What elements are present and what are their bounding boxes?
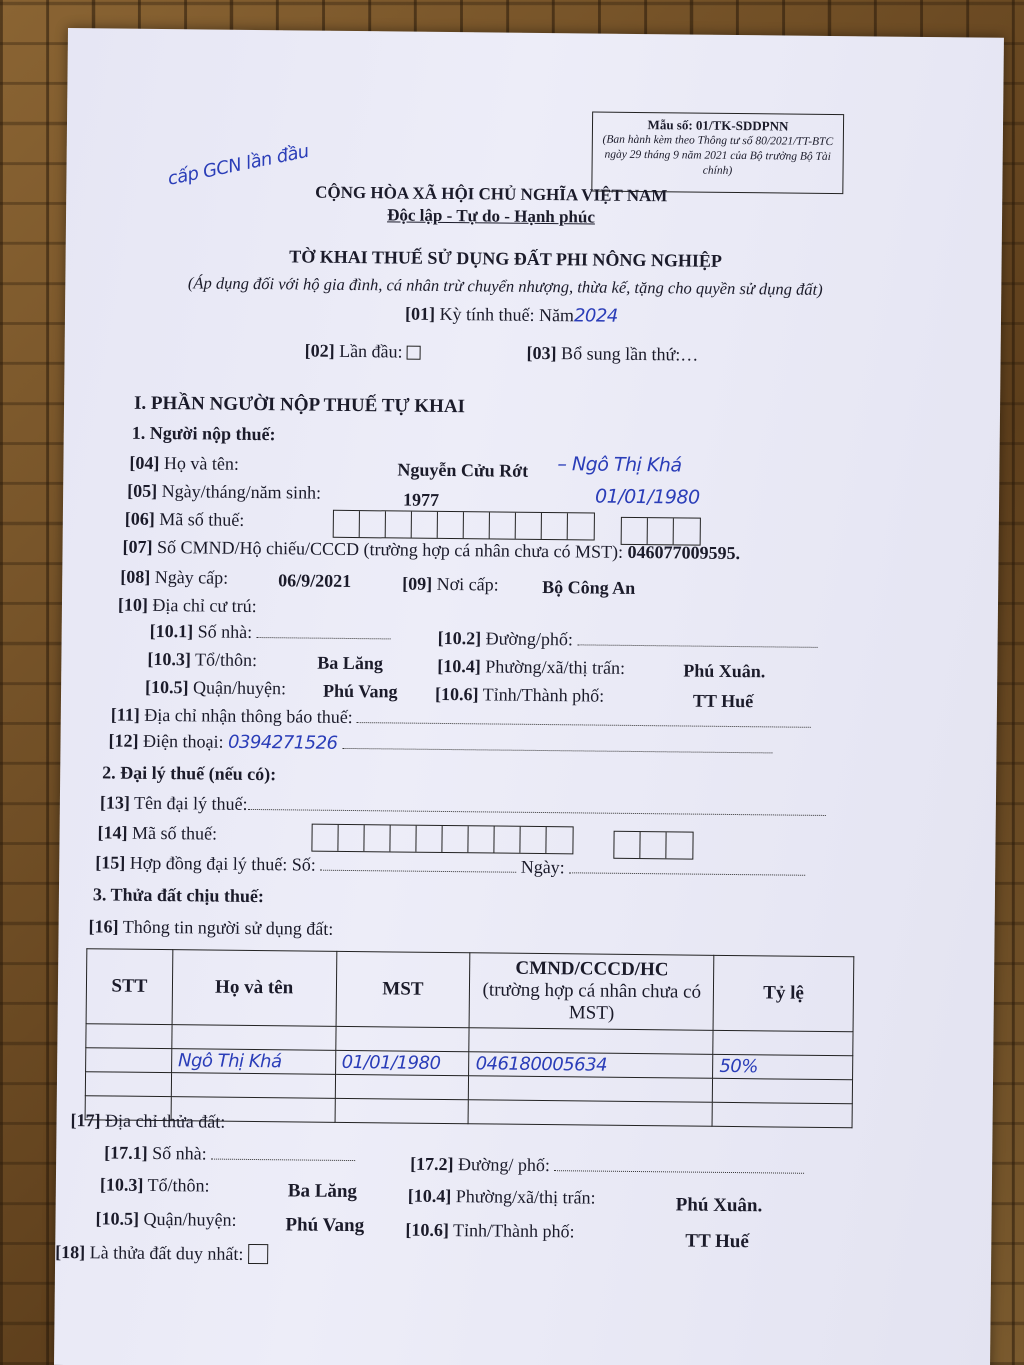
land-ward-label: [10.4] Phường/xã/thị trấn: (407, 1185, 596, 1208)
district-value: Phú Vang (322, 680, 398, 702)
supplement-field: [03] Bổ sung lần thứ:… (526, 342, 699, 365)
land-ward-value: Phú Xuân. (675, 1194, 763, 1217)
dob-value: 1977 (402, 489, 440, 510)
name-handwritten: – Ngô Thị Khá (557, 453, 682, 477)
agent-name-field: [13] Tên đại lý thuế: (100, 792, 826, 821)
col-stt: STT (86, 949, 173, 1025)
land-province-label: [10.6] Tỉnh/Thành phố: (405, 1219, 575, 1242)
land-hamlet-label: [10.3] Tổ/thôn: (99, 1174, 210, 1196)
id-number-field: [07] Số CMND/Hộ chiếu/CCCD (trường hợp cá nhân chưa có MST): 046077009595. (122, 536, 741, 564)
tax-code-label: [06] Mã số thuế: (124, 508, 245, 530)
hamlet-label: [10.3] Tổ/thôn: (147, 648, 258, 671)
residence-label: [10] Địa chỉ cư trú: (117, 594, 257, 617)
form-number: Mẫu số: 01/TK-SDDPNN (647, 117, 789, 134)
first-time-field: [02] Lần đầu: (305, 340, 422, 362)
tax-code-boxes[interactable] (333, 510, 595, 541)
motto-heading: Độc lập - Tự do - Hạnh phúc (387, 205, 596, 227)
agent-tax-suffix-boxes[interactable] (613, 831, 693, 860)
id-number-value: 046077009595. (627, 541, 741, 564)
notice-address-field: [11] Địa chỉ nhận thông báo thuế: (111, 704, 812, 732)
issue-date-label: [08] Ngày cấp: (120, 566, 229, 588)
agent-tax-boxes[interactable] (311, 824, 573, 855)
land-province-value: TT Huế (685, 1230, 749, 1253)
row-id-handwritten: 046180005634 (469, 1052, 713, 1079)
handwritten-margin-note: cấp GCN lần đầu (165, 140, 311, 190)
taxpayer-subheading: 1. Người nộp thuế: (131, 422, 276, 445)
agent-tax-label: [14] Mã số thuế: (97, 822, 218, 844)
hamlet-value: Ba Lăng (317, 652, 384, 674)
form-legal-note: (Ban hành kèm theo Thông tư số 80/2021/TT-BTC ngày 29 tháng 9 năm 2021 của Bộ trưởng Bộ Tài chính) (602, 133, 834, 177)
land-hamlet-value: Ba Lăng (287, 1180, 358, 1203)
land-district-label: [10.5] Quận/huyện: (95, 1208, 237, 1230)
row-name-handwritten: Ngô Thị Khá (171, 1049, 335, 1075)
unique-parcel-checkbox[interactable] (248, 1244, 268, 1264)
section-1-title: I. PHẦN NGƯỜI NỘP THUẾ TỰ KHAI (133, 392, 466, 418)
phone-field: [12] Điện thoại: 0394271526 (108, 730, 772, 758)
form-number-box (591, 111, 844, 194)
agent-contract-field: [15] Hợp đồng đại lý thuế: Số: Ngày: (95, 852, 805, 880)
province-label: [10.6] Tỉnh/Thành phố: (434, 683, 605, 706)
nation-heading: CỘNG HÒA XÃ HỘI CHỦ NGHĨA VIỆT NAM (315, 182, 668, 206)
phone-handwritten: 0394271526 (227, 731, 338, 754)
dob-label: [05] Ngày/tháng/năm sinh: (127, 480, 322, 503)
land-user-table (85, 948, 855, 1128)
issue-place-value: Bộ Công An (542, 576, 636, 598)
ward-value: Phú Xuân. (683, 660, 766, 682)
land-address-label: [17] Địa chỉ thửa đất: (70, 1110, 226, 1132)
land-district-value: Phú Vang (285, 1214, 365, 1237)
col-ratio: Tỷ lệ (713, 955, 854, 1031)
table-header-row (86, 949, 854, 1032)
issue-place-label: [09] Nơi cấp: (402, 573, 499, 595)
col-id: CMND/CCCD/HC (trường hợp cá nhân chưa có MST) (470, 953, 715, 1031)
street-field: [10.2] Đường/phố: (438, 628, 818, 653)
house-number-field: [10.1] Số nhà: (150, 621, 391, 645)
ward-label: [10.4] Phường/xã/thị trấn: (437, 655, 626, 678)
district-label: [10.5] Quận/huyện: (145, 676, 287, 699)
land-user-info-label: [16] Thông tin người sử dụng đất: (88, 916, 334, 939)
agent-subheading: 2. Đại lý thuế (nếu có): (102, 762, 277, 785)
land-house-field: [17.1] Số nhà: (104, 1142, 355, 1166)
col-name: Họ và tên (172, 950, 336, 1027)
row-ratio-handwritten: 50% (713, 1054, 853, 1079)
province-value: TT Huế (692, 690, 754, 712)
parcel-subheading: 3. Thửa đất chịu thuế: (92, 884, 265, 907)
tax-period-label: Kỳ tính thuế: Năm (439, 303, 575, 326)
land-street-field: [17.2] Đường/ phố: (410, 1154, 804, 1179)
unique-parcel-field: [18] Là thửa đất duy nhất: (55, 1242, 268, 1265)
name-value: Nguyễn Cửu Rớt (397, 459, 529, 481)
issue-date-value: 06/9/2021 (278, 570, 352, 591)
name-label: [04] Họ và tên: (129, 452, 240, 474)
form-subtitle: (Áp dụng đối với hộ gia đình, cá nhân trừ chuyển nhượng, thừa kế, tặng cho quyền sử dụng đất) (187, 273, 823, 299)
dob-handwritten: 01/01/1980 (595, 485, 700, 509)
form-title: TỜ KHAI THUẾ SỬ DỤNG ĐẤT PHI NÔNG NGHIỆP (289, 246, 723, 271)
tax-form-sheet (54, 28, 1004, 1365)
tax-period-field: [01] Kỳ tính thuế: Năm2024 (404, 303, 618, 327)
first-time-checkbox[interactable] (407, 346, 421, 360)
col-mst: MST (336, 951, 471, 1027)
row-dob-handwritten: 01/01/1980 (335, 1050, 469, 1075)
tax-period-handwritten: 2024 (573, 305, 618, 327)
